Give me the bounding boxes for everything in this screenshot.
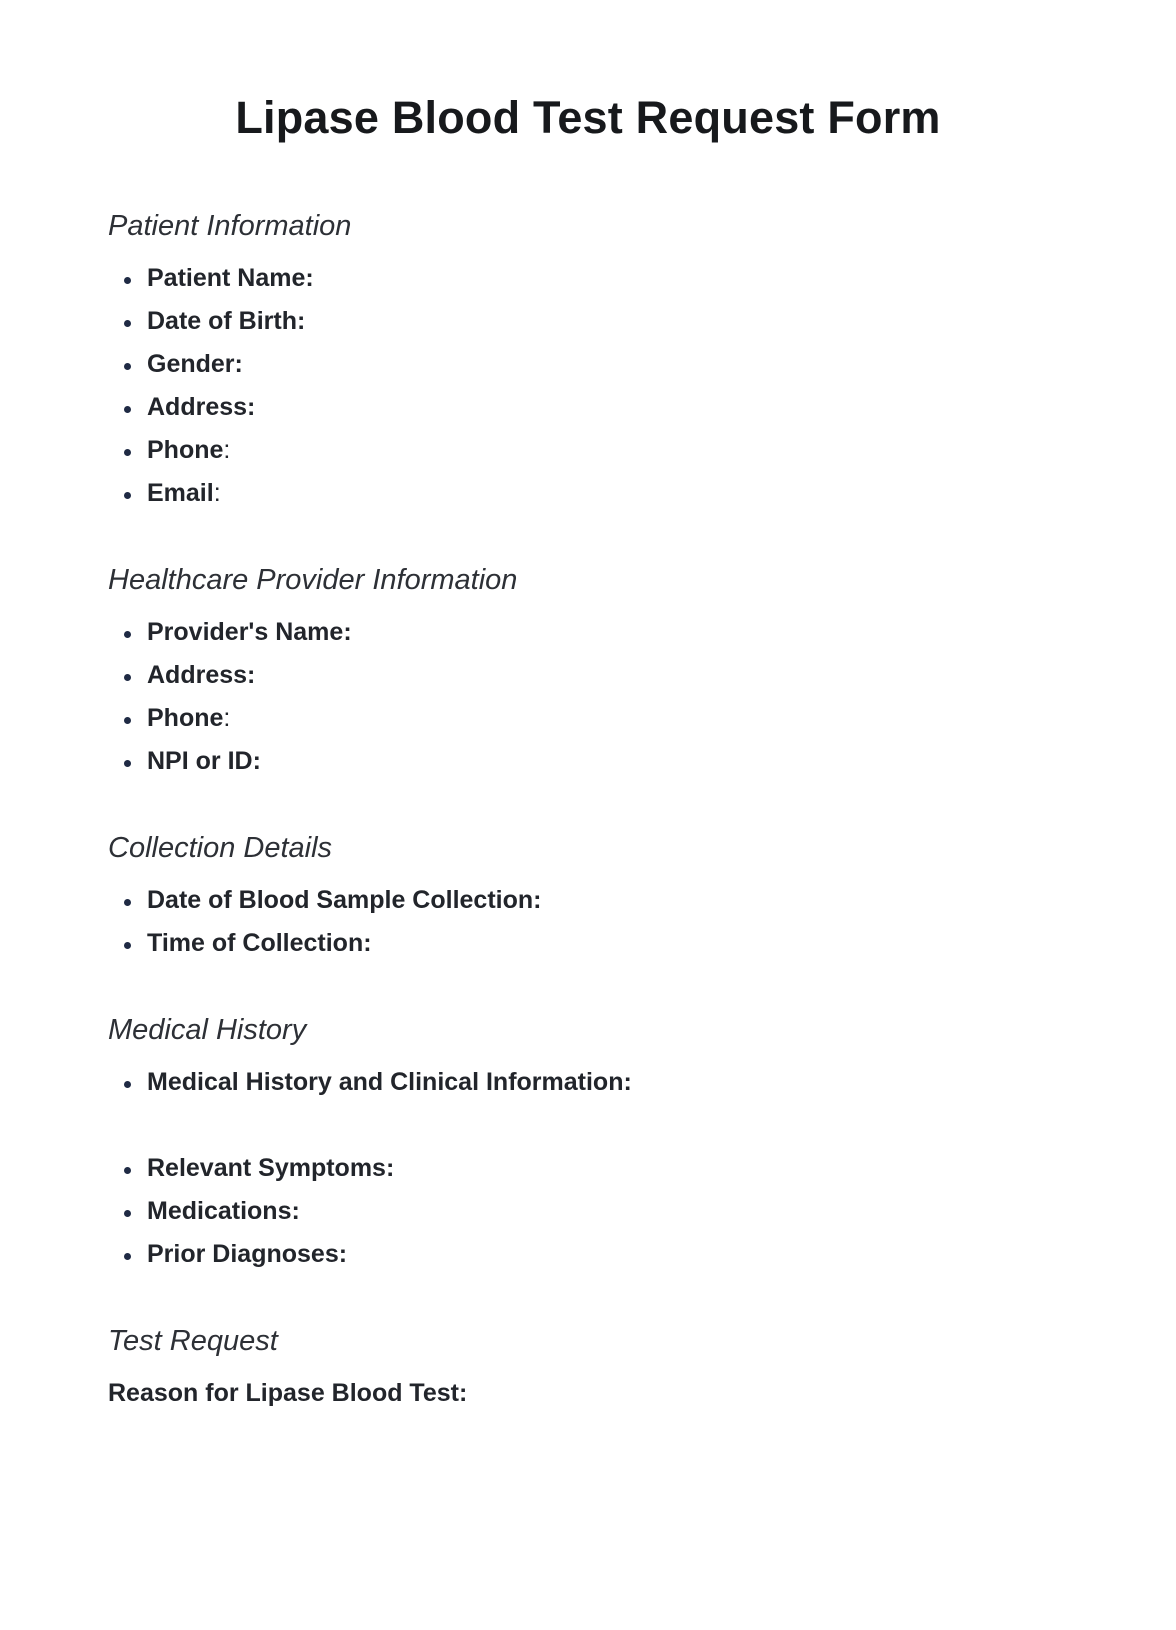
field-email (108, 479, 1068, 508)
section-heading-patient-information: Patient Information (108, 210, 352, 242)
bullet-icon (124, 1081, 131, 1088)
bullet-icon (124, 1253, 131, 1260)
section-patient-information (108, 210, 1068, 508)
field-label-bold: Prior Diagnoses: (147, 1240, 348, 1268)
field-label-bold: Time of Collection: (147, 929, 372, 957)
field-label-bold: Patient Name: (147, 264, 314, 292)
field-relevant-symptoms (108, 1154, 1068, 1183)
bullet-icon (124, 1167, 131, 1174)
section-heading-healthcare-provider: Healthcare Provider Information (108, 564, 518, 596)
section-heading-medical-history: Medical History (108, 1014, 307, 1046)
field-label-bold: NPI or ID: (147, 747, 261, 775)
field-time-of-collection (108, 929, 1068, 958)
bullet-icon (124, 760, 131, 767)
field-label-rest: : (223, 704, 231, 732)
section-healthcare-provider-information (108, 564, 1068, 776)
field-label-bold: Provider's Name: (147, 618, 352, 646)
field-label-bold: Relevant Symptoms: (147, 1154, 395, 1182)
bullet-icon (124, 899, 131, 906)
field-medical-history-and-clinical-information (108, 1068, 1068, 1097)
bullet-icon (124, 717, 131, 724)
section-medical-history (108, 1014, 1068, 1269)
bullet-icon (124, 406, 131, 413)
field-list-medical-history (108, 1068, 1068, 1269)
field-label-rest: : (213, 479, 221, 507)
field-label-rest: : (223, 436, 231, 464)
field-provider-phone (108, 704, 1068, 733)
field-label-bold: Address: (147, 393, 256, 421)
field-date-of-birth (108, 307, 1068, 336)
field-label-bold: Date of Birth: (147, 307, 306, 335)
field-date-of-blood-sample-collection (108, 886, 1068, 915)
bullet-icon (124, 449, 131, 456)
field-label-bold: Phone (147, 436, 224, 464)
bullet-icon (124, 942, 131, 949)
field-patient-name (108, 264, 1068, 293)
field-gender (108, 350, 1068, 379)
field-label-bold: Email (147, 479, 214, 507)
field-label-bold: Gender: (147, 350, 243, 378)
field-medications (108, 1197, 1068, 1226)
field-prior-diagnoses (108, 1240, 1068, 1269)
section-test-request (108, 1325, 1068, 1408)
bullet-icon (124, 631, 131, 638)
field-address (108, 393, 1068, 422)
bullet-icon (124, 1210, 131, 1217)
document-title: Lipase Blood Test Request Form (235, 92, 941, 143)
field-label-bold: Phone (147, 704, 224, 732)
field-label-bold: Medications: (147, 1197, 300, 1225)
bullet-icon (124, 277, 131, 284)
field-provider-address (108, 661, 1068, 690)
reason-for-test-label: Reason for Lipase Blood Test: (108, 1379, 468, 1407)
field-providers-name (108, 618, 1068, 647)
section-collection-details (108, 832, 1068, 958)
field-list-provider (108, 618, 1068, 776)
field-label-bold: Medical History and Clinical Information: (147, 1068, 632, 1096)
bullet-icon (124, 363, 131, 370)
bullet-icon (124, 674, 131, 681)
field-list-collection (108, 886, 1068, 958)
section-heading-test-request: Test Request (108, 1325, 278, 1357)
field-label-bold: Date of Blood Sample Collection: (147, 886, 542, 914)
field-label-bold: Address: (147, 661, 256, 689)
field-npi-or-id (108, 747, 1068, 776)
bullet-icon (124, 492, 131, 499)
section-heading-collection-details: Collection Details (108, 832, 333, 864)
bullet-icon (124, 320, 131, 327)
field-list-patient (108, 264, 1068, 508)
field-phone (108, 436, 1068, 465)
